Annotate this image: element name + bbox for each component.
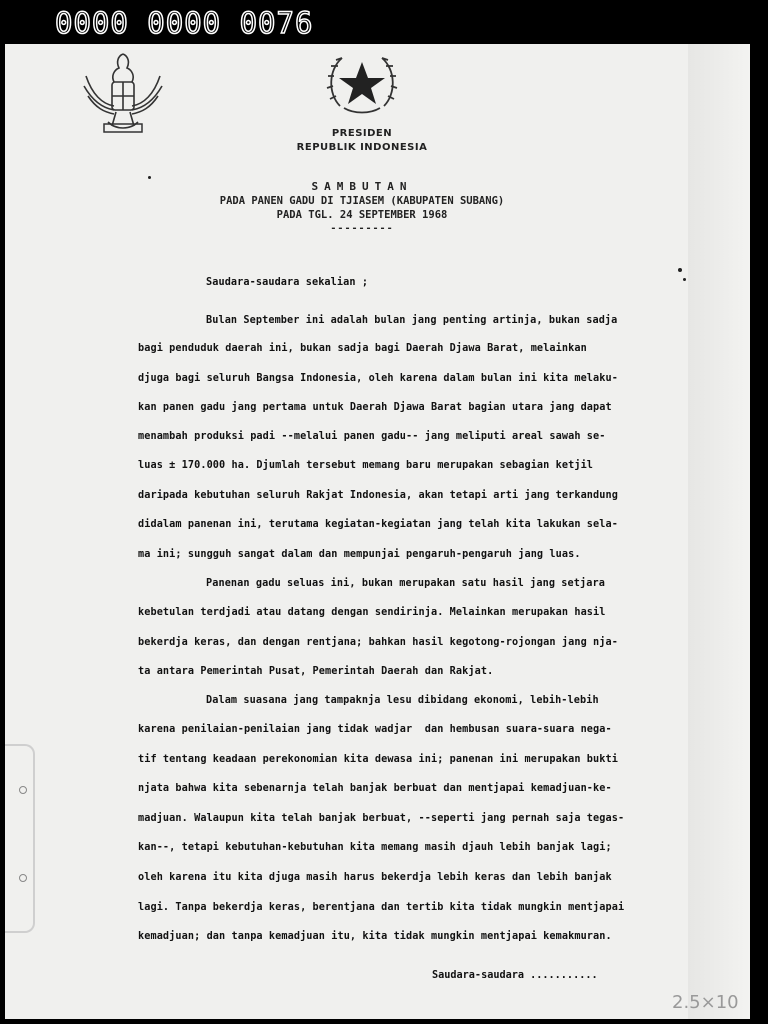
- body-line: didalam panenan ini, terutama kegiatan-kegiatan jang telah kita lakukan sela-: [138, 519, 618, 530]
- body-line: bekerdja keras, dan dengan rentjana; bahkan hasil kegotong-rojongan jang nja-: [138, 637, 618, 648]
- body-line: menambah produksi padi --melalui panen gadu-- jang meliputi areal sawah se-: [138, 431, 606, 442]
- garuda-emblem-icon: [78, 46, 168, 138]
- body-line: tif tentang keadaan perekonomian kita dewasa ini; panenan ini merupakan bukti: [138, 754, 618, 765]
- body-line: ta antara Pemerintah Pusat, Pemerintah Daerah dan Rakjat.: [138, 666, 494, 677]
- body-line: kan panen gadu jang pertama untuk Daerah Djawa Barat bagian utara jang dapat: [138, 402, 612, 413]
- presidential-seal-icon: [320, 44, 404, 120]
- letterhead-republic: REPUBLIK INDONESIA: [296, 142, 428, 153]
- dust-speck: [683, 278, 686, 281]
- frame-mark: 2.5×10: [672, 992, 739, 1013]
- film-frame-number: 0000 0000 0076: [55, 6, 314, 40]
- body-line: djuga bagi seluruh Bangsa Indonesia, oleh karena dalam bulan ini kita melaku-: [138, 373, 618, 384]
- punch-hole: [19, 874, 27, 882]
- body-line: Bulan September ini adalah bulan jang penting artinja, bukan sadja: [206, 315, 618, 326]
- title-rule: ---------: [330, 223, 394, 234]
- speech-subtitle: PADA PANEN GADU DI TJIASEM (KABUPATEN SUBANG): [219, 195, 505, 207]
- body-line: lagi. Tanpa bekerdja keras, berentjana dan tertib kita tidak mungkin mentjapai: [138, 902, 625, 913]
- speech-title: SAMBUTAN: [311, 180, 413, 193]
- closing-line: Saudara-saudara ...........: [432, 970, 598, 981]
- body-line: karena penilaian-penilaian jang tidak wadjar dan hembusan suara-suara nega-: [138, 724, 612, 735]
- body-line: njata bahwa kita sebenarnja telah banjak berbuat dan mentjapai kemadjuan-ke-: [138, 783, 612, 794]
- body-line: luas ± 170.000 ha. Djumlah tersebut memang baru merupakan sebagian ketjil: [138, 460, 594, 471]
- body-line: Panenan gadu seluas ini, bukan merupakan satu hasil jang setjara: [206, 578, 605, 589]
- binding-tab: [5, 744, 35, 933]
- body-line: ma ini; sungguh sangat dalam dan mempunjai pengaruh-pengaruh jang luas.: [138, 549, 581, 560]
- dust-speck: [148, 176, 151, 179]
- speech-date: PADA TGL. 24 SEPTEMBER 1968: [276, 209, 448, 221]
- dust-speck: [678, 268, 682, 272]
- body-line: kemadjuan; dan tanpa kemadjuan itu, kita tidak mungkin mentjapai kemakmuran.: [138, 931, 612, 942]
- page-shadow: [688, 44, 750, 1019]
- body-line: madjuan. Walaupun kita telah banjak berbuat, --seperti jang pernah saja tegas-: [138, 813, 625, 824]
- body-line: daripada kebutuhan seluruh Rakjat Indonesia, akan tetapi arti jang terkandung: [138, 490, 618, 501]
- letterhead-president: PRESIDEN: [331, 128, 393, 139]
- body-line: kebetulan terdjadi atau datang dengan sendirinja. Melainkan merupakan hasil: [138, 607, 606, 618]
- body-line: bagi penduduk daerah ini, bukan sadja bagi Daerah Djawa Barat, melainkan: [138, 343, 587, 354]
- body-line: oleh karena itu kita djuga masih harus bekerdja lebih keras dan lebih banjak: [138, 872, 612, 883]
- salutation: Saudara-saudara sekalian ;: [206, 277, 369, 288]
- punch-hole: [19, 786, 27, 794]
- body-line: Dalam suasana jang tampaknja lesu dibidang ekonomi, lebih-lebih: [206, 695, 599, 706]
- body-line: kan--, tetapi kebutuhan-kebutuhan kita memang masih djauh lebih banjak lagi;: [138, 842, 612, 853]
